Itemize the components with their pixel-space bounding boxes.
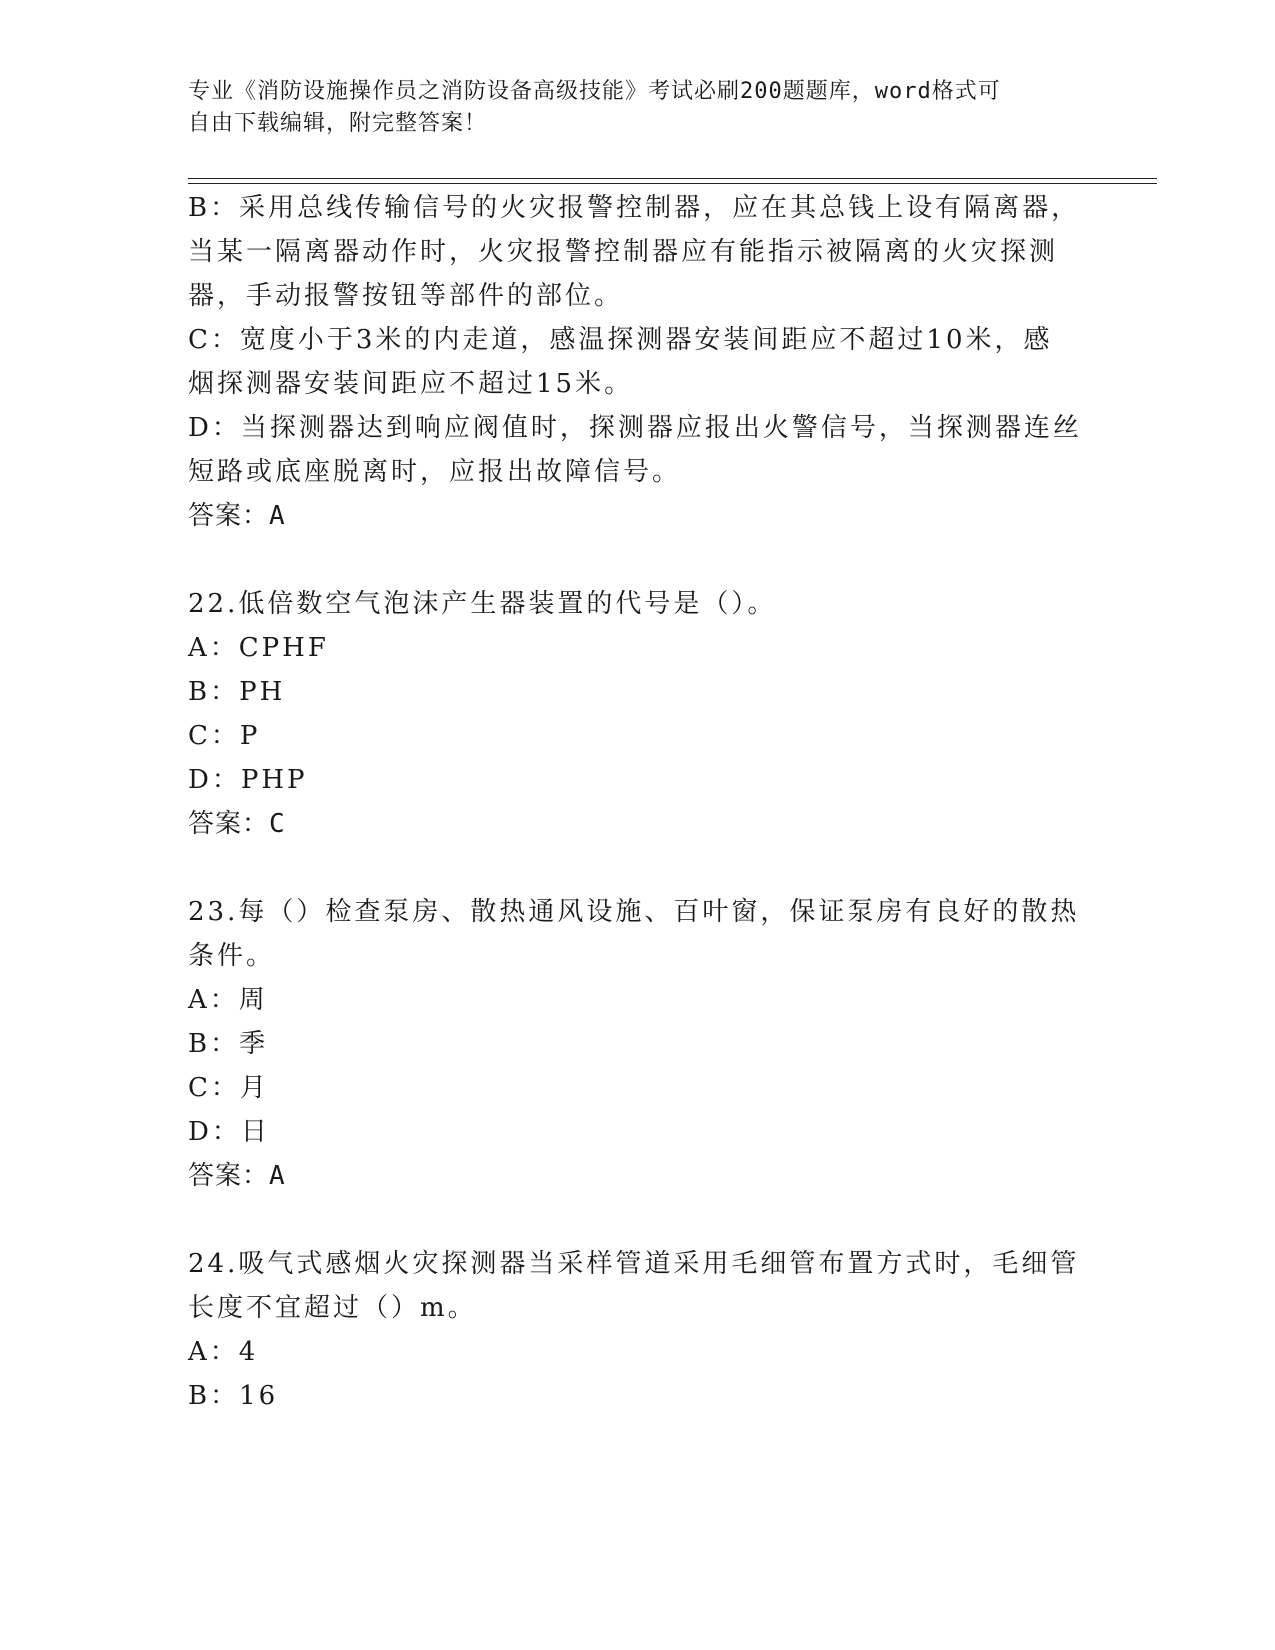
q23-option-b: B：季 xyxy=(188,1029,269,1059)
q22-option-a: A：CPHF xyxy=(188,633,329,663)
q22-option-d: D：PHP xyxy=(188,765,308,795)
q21-option-d-line-1: D：当探测器达到响应阀值时，探测器应报出火警信号，当探测器连丝 xyxy=(188,413,1082,443)
header-divider-top xyxy=(188,178,1157,179)
q24-option-a: A：4 xyxy=(188,1337,259,1367)
q23-stem-line-1: 23.每（）检查泵房、散热通风设施、百叶窗，保证泵房有良好的散热 xyxy=(188,897,1080,927)
q22-answer: 答案：C xyxy=(188,809,286,839)
q23-answer: 答案：A xyxy=(188,1161,286,1191)
q23-option-c: C：月 xyxy=(188,1073,269,1103)
q23-stem-line-2: 条件。 xyxy=(188,941,276,971)
q21-option-d-line-2: 短路或底座脱离时，应报出故障信号。 xyxy=(188,457,682,487)
q24-stem-line-2: 长度不宜超过（）m。 xyxy=(188,1293,477,1323)
header-divider-bottom xyxy=(188,183,1157,184)
q22-option-b: B：PH xyxy=(188,677,286,707)
q21-option-c-line-2: 烟探测器安装间距应不超过15米。 xyxy=(188,369,634,399)
q21-option-c-line-1: C：宽度小于3米的内走道，感温探测器安装间距应不超过10米，感 xyxy=(188,325,1053,355)
q21-option-b-line-1: B：采用总线传输信号的火灾报警控制器，应在其总钱上设有隔离器， xyxy=(188,193,1081,223)
q23-option-d: D：日 xyxy=(188,1117,270,1147)
q23-option-a: A：周 xyxy=(188,985,268,1015)
header-line-2: 自由下载编辑，附完整答案！ xyxy=(188,111,488,136)
header-line-1: 专业《消防设施操作员之消防设备高级技能》考试必刷200题题库，word格式可 xyxy=(188,79,1001,104)
q21-option-b-line-2: 当某一隔离器动作时，火灾报警控制器应有能指示被隔离的火灾探测 xyxy=(188,237,1059,267)
q24-option-b: B：16 xyxy=(188,1381,279,1411)
q24-stem-line-1: 24.吸气式感烟火灾探测器当采样管道采用毛细管布置方式时，毛细管 xyxy=(188,1249,1080,1279)
q21-answer: 答案：A xyxy=(188,501,286,531)
q21-option-b-line-3: 器，手动报警按钮等部件的部位。 xyxy=(188,281,624,311)
document-header xyxy=(188,76,1088,140)
q22-option-c: C：P xyxy=(188,721,261,751)
q22-stem: 22.低倍数空气泡沫产生器装置的代号是（）。 xyxy=(188,589,777,619)
